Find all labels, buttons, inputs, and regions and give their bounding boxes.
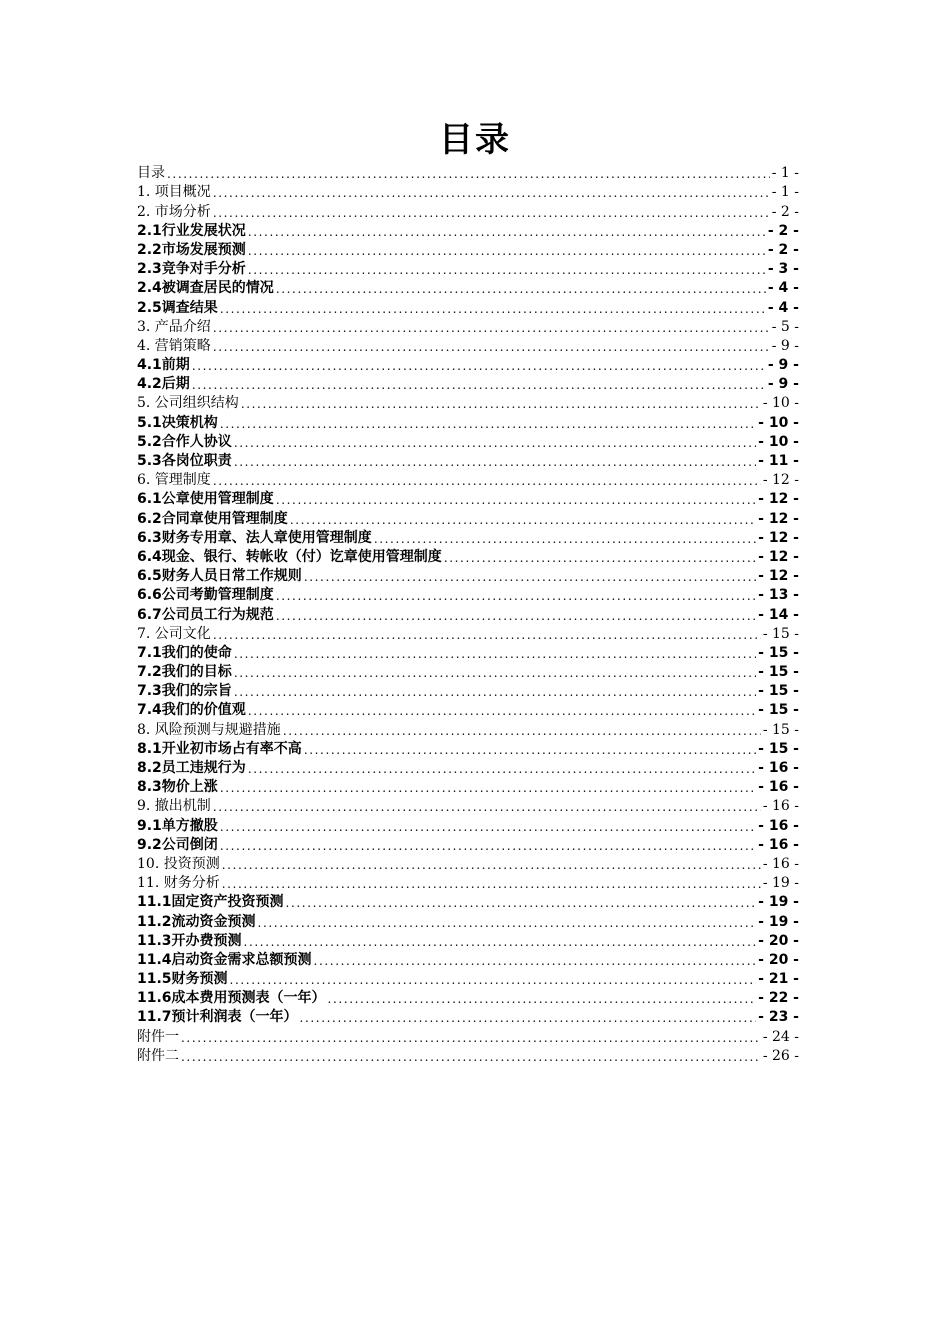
toc-entry[interactable] <box>137 836 799 855</box>
dot-leader <box>213 626 761 644</box>
dot-leader <box>304 568 756 586</box>
toc-entry[interactable] <box>137 394 799 413</box>
dot-leader <box>167 165 770 183</box>
toc-entry-page-number: - 1 - <box>771 184 799 201</box>
toc-entry[interactable] <box>137 529 799 548</box>
toc-entry-page-number: - 9 - <box>767 357 799 374</box>
toc-entry[interactable] <box>137 644 799 663</box>
dot-leader <box>444 549 756 567</box>
dot-leader <box>220 818 756 836</box>
toc-entry-label: 5.3各岗位职责 <box>137 453 232 469</box>
toc-entry-page-number: - 15 - <box>758 683 799 700</box>
toc-entry-page-number: - 24 - <box>762 1028 799 1045</box>
toc-entry-label: 7.1我们的使命 <box>137 644 232 661</box>
toc-entry-label: 9. 撤出机制 <box>137 798 211 815</box>
dot-leader <box>276 491 756 509</box>
toc-entry-label: 7.4我们的价值观 <box>137 702 246 719</box>
toc-entry-page-number: - 19 - <box>758 894 799 911</box>
toc-entry[interactable] <box>137 241 799 260</box>
toc-entry-page-number: - 10 - <box>758 414 799 431</box>
toc-entry-label: 6.5财务人员日常工作规则 <box>137 568 302 585</box>
toc-entry-page-number: - 16 - <box>762 855 799 872</box>
toc-entry-page-number: - 20 - <box>758 951 799 968</box>
toc-entry-label: 6.3财务专用章、法人章使用管理制度 <box>137 529 372 546</box>
toc-entry[interactable] <box>137 740 799 759</box>
dot-leader <box>213 184 770 202</box>
toc-entry[interactable] <box>137 509 799 528</box>
toc-entry[interactable] <box>137 797 799 816</box>
toc-entry-page-number: - 16 - <box>758 779 799 796</box>
toc-entry-label: 11.1固定资产投资预测 <box>137 894 284 911</box>
dot-leader <box>248 223 766 241</box>
toc-entry-label: 7.2我们的目标 <box>137 664 232 681</box>
toc-entry-page-number: - 20 - <box>758 932 799 949</box>
toc-entry-page-number: - 22 - <box>758 990 799 1007</box>
toc-entry[interactable] <box>137 452 799 471</box>
toc-entry-page-number: - 2 - <box>767 222 799 239</box>
toc-entry-label: 8.2员工违规行为 <box>137 760 246 776</box>
toc-entry-page-number: - 15 - <box>758 664 799 681</box>
toc-entry-label: 9.2公司倒闭 <box>137 836 218 853</box>
dot-leader <box>220 300 766 318</box>
dot-leader <box>181 1048 761 1066</box>
toc-entry-label: 2.2市场发展预测 <box>137 241 246 258</box>
toc-entry[interactable] <box>137 1027 799 1046</box>
toc-entry-page-number: - 10 - <box>758 433 799 450</box>
toc-entry[interactable] <box>137 855 799 874</box>
dot-leader <box>213 204 770 222</box>
toc-entry[interactable] <box>137 912 799 931</box>
dot-leader <box>220 779 756 797</box>
toc-entry[interactable] <box>137 183 799 202</box>
dot-leader <box>244 933 757 951</box>
toc-entry[interactable] <box>137 1047 799 1066</box>
toc-entry[interactable] <box>137 778 799 797</box>
toc-entry-page-number: - 19 - <box>758 913 799 930</box>
toc-entry-label: 1. 项目概况 <box>137 184 211 201</box>
table-of-contents <box>137 164 799 1066</box>
dot-leader <box>248 242 766 260</box>
toc-entry-label: 6. 管理制度 <box>137 472 211 489</box>
toc-entry-page-number: - 12 - <box>758 491 799 508</box>
toc-entry-page-number: - 9 - <box>771 337 799 354</box>
toc-entry-page-number: - 13 - <box>758 587 799 604</box>
toc-entry[interactable] <box>137 816 799 835</box>
dot-leader <box>234 434 756 452</box>
toc-entry-label: 4.2后期 <box>137 376 190 393</box>
dot-leader <box>290 511 756 529</box>
toc-entry-page-number: - 21 - <box>758 971 799 988</box>
toc-entry[interactable] <box>137 318 799 337</box>
dot-leader <box>276 280 766 298</box>
toc-entry[interactable] <box>137 759 799 778</box>
toc-entry[interactable] <box>137 279 799 298</box>
dot-leader <box>258 914 757 932</box>
toc-entry-page-number: - 15 - <box>758 740 799 757</box>
toc-entry-page-number: - 12 - <box>762 472 799 489</box>
dot-leader <box>213 798 761 816</box>
toc-entry-page-number: - 15 - <box>762 721 799 738</box>
dot-leader <box>220 837 756 855</box>
dot-leader <box>276 607 756 625</box>
toc-entry-page-number: - 12 - <box>758 510 799 527</box>
toc-entry-label: 2.1行业发展状况 <box>137 222 246 239</box>
toc-entry-page-number: - 16 - <box>758 836 799 853</box>
toc-entry-label: 8.1开业初市场占有率不高 <box>137 740 302 757</box>
dot-leader <box>222 856 761 874</box>
toc-entry-label: 3. 产品介绍 <box>137 318 211 335</box>
toc-entry-page-number: - 2 - <box>771 203 799 220</box>
dot-leader <box>213 472 761 490</box>
toc-entry[interactable] <box>137 970 799 989</box>
toc-entry-label: 6.4现金、银行、转帐收（付）讫章使用管理制度 <box>137 548 442 565</box>
toc-entry-page-number: - 3 - <box>767 261 799 278</box>
toc-entry-label: 附件一 <box>137 1028 179 1045</box>
toc-entry-label: 10. 投资预测 <box>137 855 220 872</box>
page-title: 目录 <box>439 120 511 160</box>
toc-entry[interactable] <box>137 337 799 356</box>
toc-entry-label: 7.3我们的宗旨 <box>137 683 232 700</box>
toc-entry-page-number: - 4 - <box>767 280 799 297</box>
toc-entry-page-number: - 16 - <box>758 817 799 834</box>
toc-entry-page-number: - 12 - <box>758 529 799 546</box>
toc-entry[interactable] <box>137 720 799 739</box>
toc-entry[interactable] <box>137 586 799 605</box>
toc-entry[interactable] <box>137 260 799 279</box>
toc-entry-page-number: - 26 - <box>762 1047 799 1064</box>
toc-entry[interactable] <box>137 356 799 375</box>
toc-entry-page-number: - 16 - <box>762 798 799 815</box>
toc-entry-label: 4. 营销策略 <box>137 337 211 354</box>
dot-leader <box>213 319 770 337</box>
toc-entry-page-number: - 10 - <box>762 395 799 412</box>
toc-entry-page-number: - 23 - <box>758 1009 799 1026</box>
toc-entry[interactable] <box>137 951 799 970</box>
toc-entry-page-number: - 14 - <box>758 606 799 623</box>
dot-leader <box>230 971 757 989</box>
toc-entry[interactable] <box>137 202 799 221</box>
toc-entry-label: 6.7公司员工行为规范 <box>137 606 274 623</box>
toc-entry-label: 7. 公司文化 <box>137 625 211 642</box>
toc-entry-label: 11.2流动资金预测 <box>137 913 256 930</box>
toc-entry[interactable] <box>137 625 799 644</box>
toc-entry[interactable] <box>137 298 799 317</box>
toc-entry[interactable] <box>137 1008 799 1027</box>
toc-entry[interactable] <box>137 164 799 183</box>
dot-leader <box>181 1029 761 1047</box>
toc-entry[interactable] <box>137 222 799 241</box>
toc-entry-page-number: - 9 - <box>767 376 799 393</box>
toc-entry-page-number: - 15 - <box>758 702 799 719</box>
toc-entry[interactable] <box>137 433 799 452</box>
toc-entry[interactable] <box>137 701 799 720</box>
toc-entry-page-number: - 4 - <box>767 299 799 316</box>
toc-entry-label: 6.1公章使用管理制度 <box>137 491 274 508</box>
toc-entry[interactable] <box>137 663 799 682</box>
toc-entry[interactable] <box>137 932 799 951</box>
toc-entry-label: 11.5财务预测 <box>137 971 228 988</box>
toc-entry-label: 8.3物价上涨 <box>137 779 218 796</box>
dot-leader <box>241 395 761 413</box>
toc-entry-page-number: - 5 - <box>771 318 799 335</box>
dot-leader <box>234 453 756 471</box>
dot-leader <box>283 722 761 740</box>
dot-leader <box>304 741 756 759</box>
toc-entry-page-number: - 11 - <box>758 453 799 469</box>
dot-leader <box>234 683 756 701</box>
toc-entry-label: 2. 市场分析 <box>137 203 211 220</box>
toc-entry-label: 5.2合作人协议 <box>137 433 232 450</box>
dot-leader <box>220 415 756 433</box>
toc-entry-page-number: - 2 - <box>767 241 799 258</box>
dot-leader <box>248 760 756 778</box>
dot-leader <box>192 376 766 394</box>
dot-leader <box>286 894 757 912</box>
dot-leader <box>234 645 756 663</box>
toc-entry[interactable] <box>137 490 799 509</box>
toc-entry[interactable] <box>137 471 799 490</box>
dot-leader <box>192 357 766 375</box>
toc-entry-label: 6.2合同章使用管理制度 <box>137 510 288 527</box>
dot-leader <box>234 664 756 682</box>
toc-entry-label: 5.1决策机构 <box>137 414 218 431</box>
toc-entry-label: 2.4被调查居民的情况 <box>137 280 274 297</box>
toc-entry-label: 目录 <box>137 165 165 182</box>
toc-entry[interactable] <box>137 567 799 586</box>
toc-entry[interactable] <box>137 605 799 624</box>
toc-entry-label: 11. 财务分析 <box>137 875 220 892</box>
toc-entry-label: 6.6公司考勤管理制度 <box>137 587 274 604</box>
toc-entry-label: 2.3竞争对手分析 <box>137 261 246 278</box>
toc-entry[interactable] <box>137 874 799 893</box>
dot-leader <box>213 338 770 356</box>
toc-entry-page-number: - 19 - <box>762 875 799 892</box>
toc-entry-label: 2.5调查结果 <box>137 299 218 316</box>
toc-entry-label: 5. 公司组织结构 <box>137 395 239 412</box>
toc-entry-label: 9.1单方撤股 <box>137 817 218 834</box>
toc-entry-label: 11.3开办费预测 <box>137 932 242 949</box>
toc-entry-page-number: - 16 - <box>758 760 799 776</box>
toc-entry-label: 11.4启动资金需求总额预测 <box>137 951 312 968</box>
toc-entry[interactable] <box>137 682 799 701</box>
toc-entry[interactable] <box>137 413 799 432</box>
toc-entry-label: 8. 风险预测与规避措施 <box>137 721 281 738</box>
dot-leader <box>314 952 757 970</box>
toc-entry-page-number: - 12 - <box>758 548 799 565</box>
dot-leader <box>276 587 756 605</box>
dot-leader <box>300 1009 757 1027</box>
toc-entry-label: 11.6成本费用预测表（一年） <box>137 990 326 1007</box>
toc-entry-page-number: - 1 - <box>771 165 799 182</box>
dot-leader <box>328 990 757 1008</box>
dot-leader <box>248 261 766 279</box>
toc-entry[interactable] <box>137 375 799 394</box>
toc-entry-page-number: - 15 - <box>762 625 799 642</box>
toc-entry-page-number: - 12 - <box>758 568 799 585</box>
dot-leader <box>248 702 756 720</box>
toc-entry-page-number: - 15 - <box>758 644 799 661</box>
toc-entry[interactable] <box>137 893 799 912</box>
toc-entry-label: 附件二 <box>137 1047 179 1064</box>
toc-entry-label: 11.7预计利润表（一年） <box>137 1009 298 1026</box>
toc-entry-label: 4.1前期 <box>137 357 190 374</box>
toc-entry[interactable] <box>137 548 799 567</box>
dot-leader <box>374 530 756 548</box>
toc-entry[interactable] <box>137 989 799 1008</box>
dot-leader <box>222 875 761 893</box>
